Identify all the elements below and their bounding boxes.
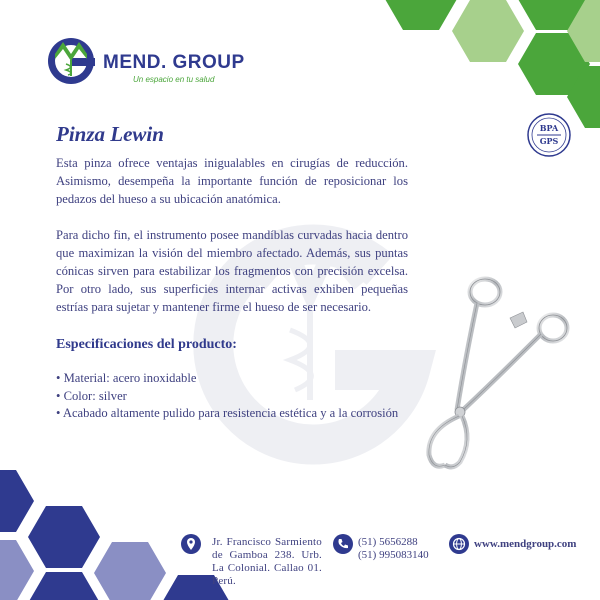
phone-icon (333, 534, 353, 554)
certification-seal-icon (527, 113, 571, 157)
pinza-lewin-image (415, 270, 575, 480)
phone-1[interactable]: (51) 5656288 (358, 536, 418, 548)
location-pin-icon (181, 534, 201, 554)
decor-hexagon (385, 0, 457, 30)
specs-list (56, 370, 398, 423)
phone-2[interactable]: (51) 995083140 (358, 549, 429, 561)
decor-hexagon (28, 572, 100, 600)
decor-hexagon (452, 0, 524, 62)
mend-group-logo-icon (45, 34, 97, 86)
description-paragraph-2: Para dicho fin, el instrumento posee mandíblas curvadas hacia dentro que maximizan la visión del miembro afectado. Además, sus puntas cónicas sirven para estabilizar los fragmentos con precisión excelsa. Por otro lado, sus superficies internar activas exhiben pequeñas estrías para sujetar y mantener firme el hueso de ser necesario. (56, 228, 408, 314)
badge-top-text: BPA (539, 123, 559, 133)
specs-heading: Especificaciones del producto: (56, 337, 237, 352)
globe-icon (449, 534, 469, 554)
decor-hexagon (0, 470, 34, 532)
product-title: Pinza Lewin (56, 122, 164, 146)
brand-logo (45, 34, 245, 89)
website-link[interactable]: www.mendgroup.com (474, 538, 577, 550)
phone-numbers (358, 536, 429, 562)
decor-hexagon (94, 542, 166, 600)
badge-bottom-text: GPS (539, 136, 559, 146)
address-text: Jr. Francisco Sarmiento de Gamboa 238. Urb. La Colonial. Callao 01. Perú. (212, 536, 322, 587)
brand-tagline: Un espacio en tu salud (133, 75, 215, 84)
decor-hexagon (28, 506, 100, 568)
decor-hexagon (0, 540, 34, 600)
spec-item: • Material: acero inoxidable (56, 370, 398, 388)
brand-name: MEND. GROUP (103, 52, 245, 73)
spec-item: • Color: silver (56, 388, 398, 406)
spec-item: • Acabado altamente pulido para resistencia estética y a la corrosión (56, 405, 398, 423)
description-paragraph-1: Esta pinza ofrece ventajas inigualables en cirugías de reducción. Asimismo, desempeña la importante función de reposicionar los pedazos del hueso a su ubicación anatómica. (56, 156, 408, 206)
